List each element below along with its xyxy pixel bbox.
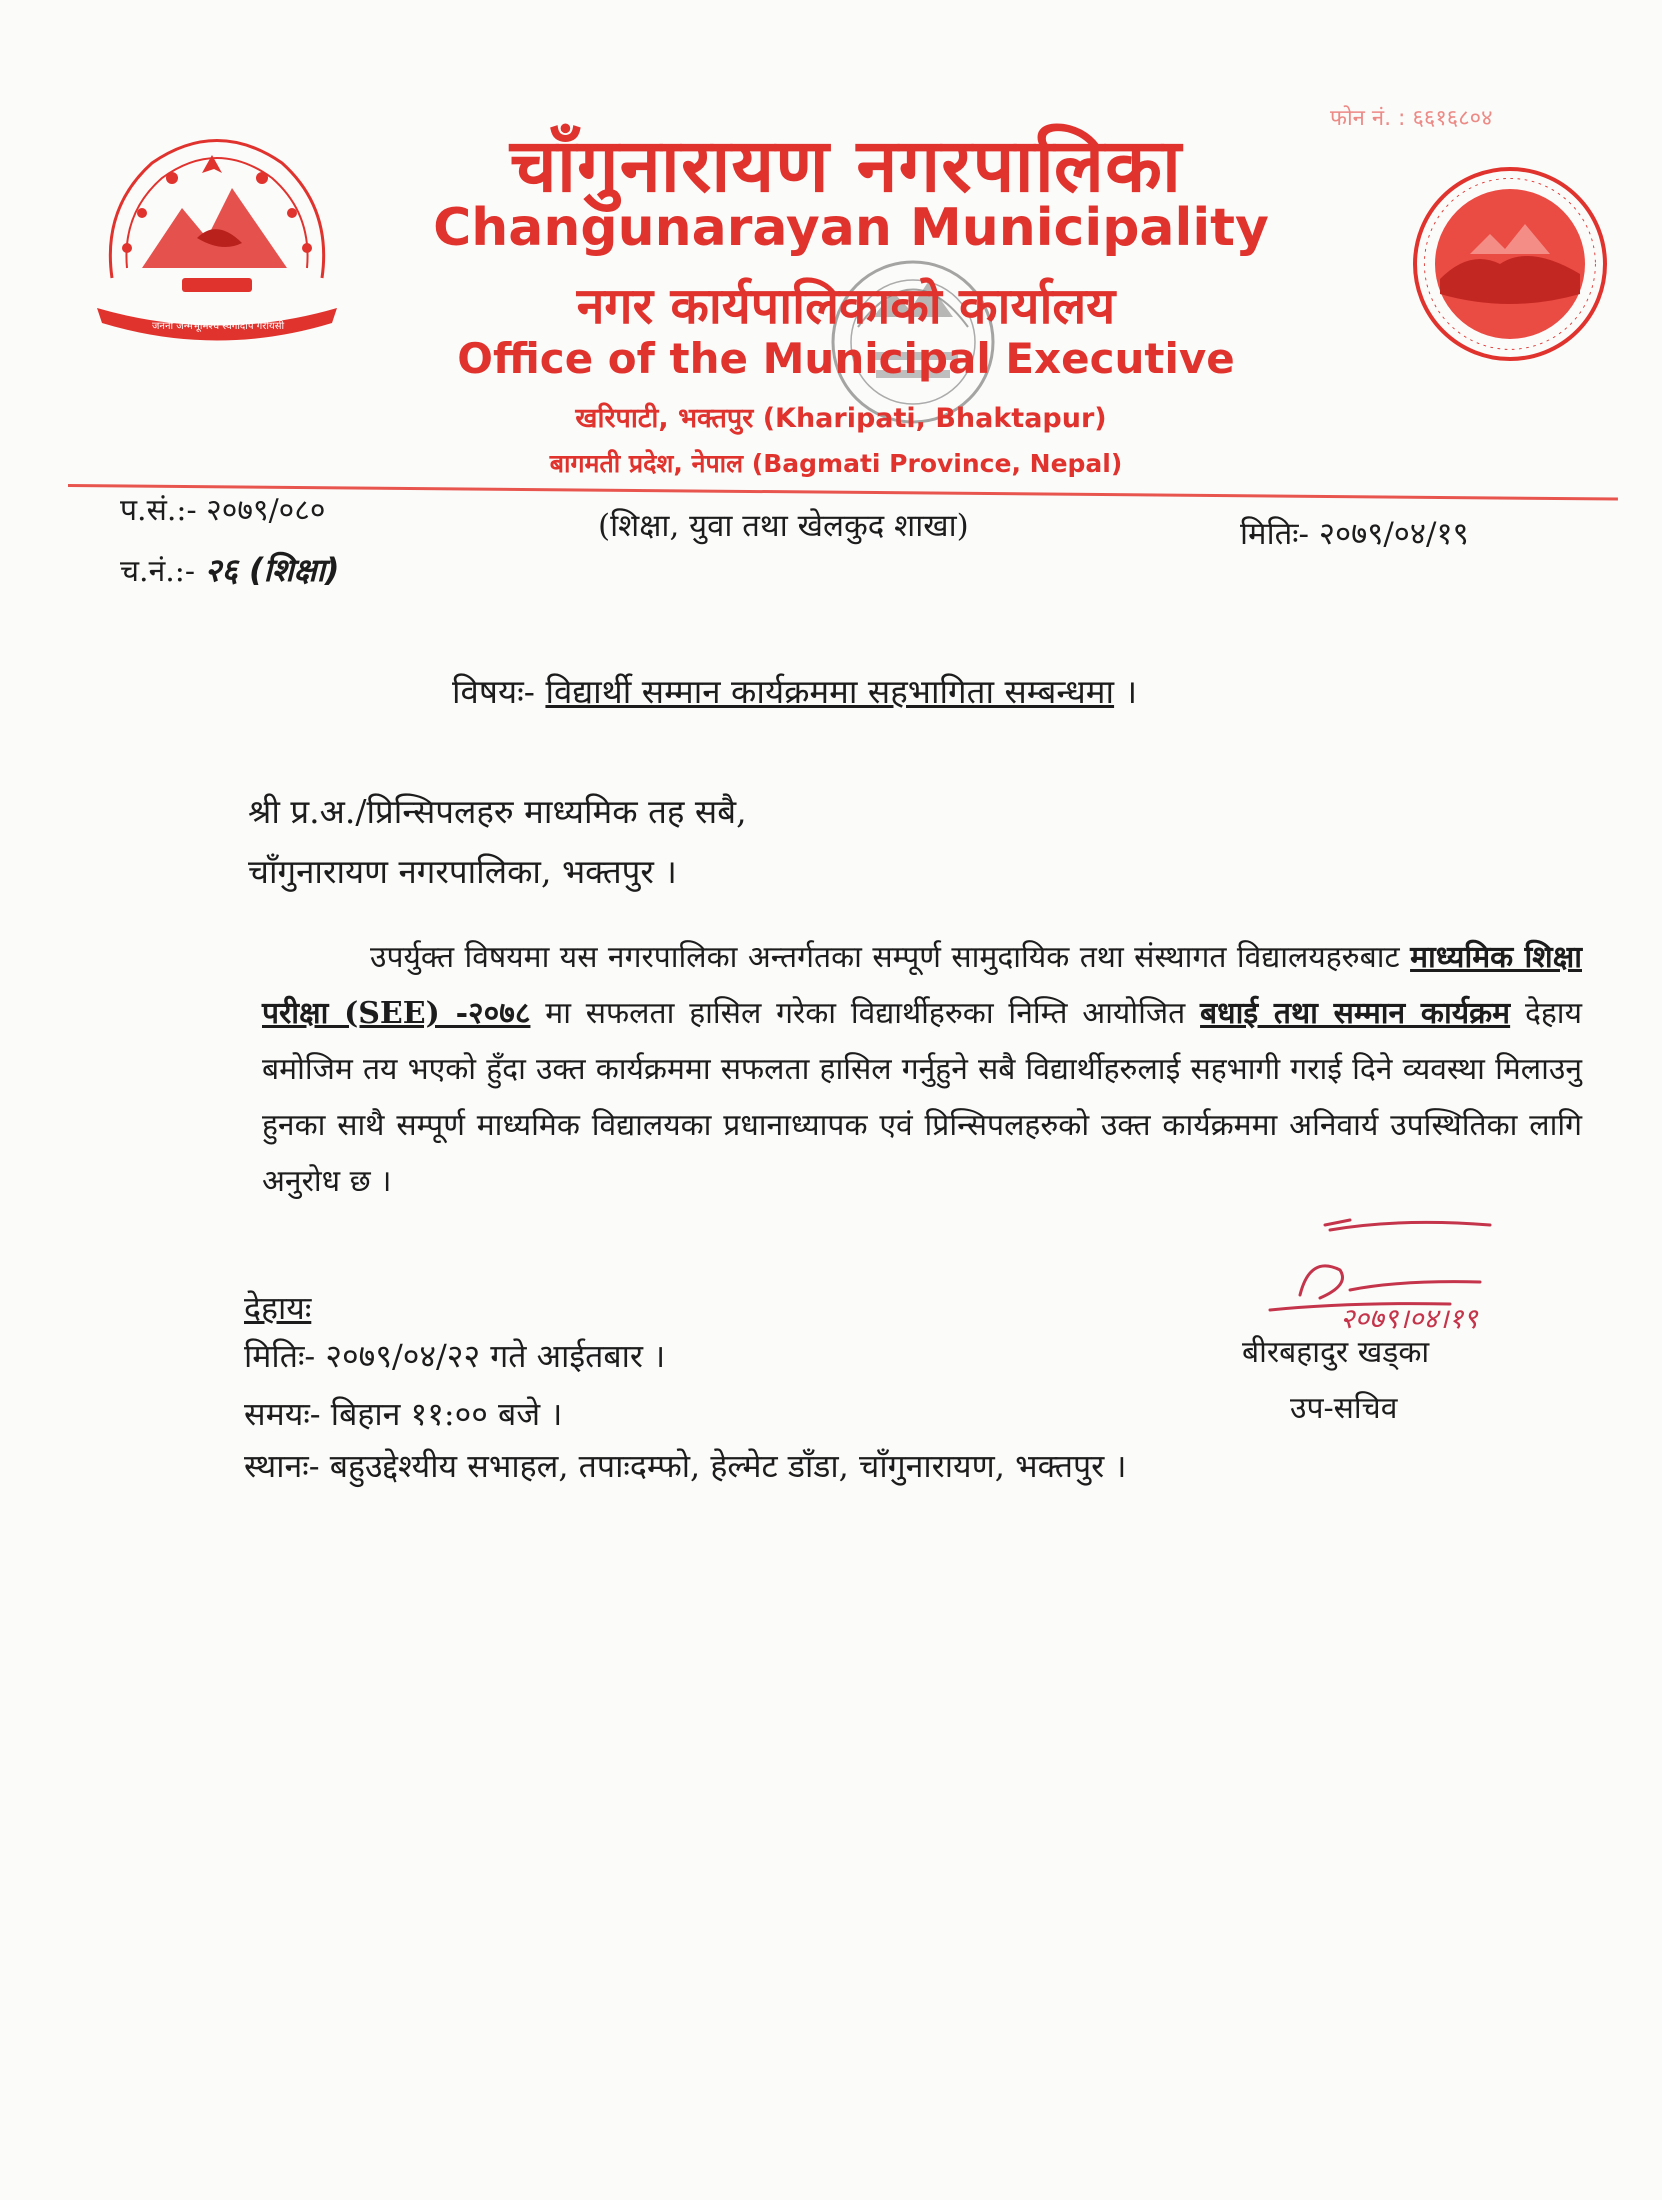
event-date: मितिः- २०७९/०४/२२ गते आईतबार । — [244, 1337, 666, 1375]
signature-date: २०७९।०४।१९ — [1340, 1302, 1478, 1335]
body-highlight-exam: माध्यमिक शिक्षा परीक्षा (SEE) -२०७८ — [262, 940, 1582, 1031]
phone-number: फोन नं. : ६६१६८०४ — [1330, 106, 1493, 131]
subject-label: विषयः- — [452, 672, 535, 711]
body-highlight-program: बधाई तथा सम्मान कार्यक्रम — [1200, 996, 1511, 1031]
signatory-name: बीरबहादुर खड्का — [1242, 1335, 1430, 1370]
body-part-2: मा सफलता हासिल गरेका विद्यार्थीहरुका निम्ति आयोजित — [545, 996, 1186, 1031]
dispatch-number — [120, 548, 340, 591]
address-line-2: बागमती प्रदेश, नेपाल (Bagmati Province, Nepal) — [549, 449, 1123, 478]
dispatch-label: च.नं.:- — [120, 554, 196, 589]
office-title-nepali: नगर कार्यपालिकाको कार्यालय — [576, 277, 1116, 335]
addressee-line-2: चाँगुनारायण नगरपालिका, भक्तपुर । — [248, 852, 677, 891]
handwritten-signature — [1200, 1200, 1560, 1340]
event-time: समयः- बिहान ११:०० बजे । — [244, 1395, 563, 1433]
subject-text: विद्यार्थी सम्मान कार्यक्रममा सहभागिता सम्बन्धमा — [545, 672, 1115, 711]
subject-end: । — [1124, 672, 1138, 711]
reference-number: प.सं.:- २०७९/०८० — [120, 493, 326, 528]
addressee-line-1: श्री प्र.अ./प्रिन्सिपलहरु माध्यमिक तह सबै, — [248, 792, 747, 831]
branch-name: (शिक्षा, युवा तथा खेलकुद शाखा) — [598, 508, 969, 544]
details-heading: देहायः — [244, 1289, 312, 1327]
address-line-1: खरिपाटी, भक्तपुर (Kharipati, Bhaktapur) — [575, 403, 1107, 434]
svg-text:जननी जन्मभूमिश्च स्वर्गादपि गर: जननी जन्मभूमिश्च स्वर्गादपि गरीयसी — [152, 321, 285, 332]
event-venue: स्थानः- बहुउद्देश्यीय सभाहल, तपाःदम्फो, हेल्मेट डाँडा, चाँगुनारायण, भक्तपुर । — [244, 1447, 1127, 1485]
dispatch-value: २६ (शिक्षा) — [204, 551, 340, 589]
municipality-title-nepali: चाँगुनारायण नगरपालिका — [509, 123, 1183, 209]
letter-body — [262, 930, 1582, 1210]
subject-line — [452, 668, 1137, 713]
letter-date: मितिः- २०७९/०४/१९ — [1240, 516, 1469, 552]
municipality-title-english: Changunarayan Municipality — [433, 198, 1269, 258]
body-part-1: उपर्युक्त विषयमा यस नगरपालिका अन्तर्गतका सम्पूर्ण सामुदायिक तथा संस्थागत विद्यालयहरुबाट — [370, 940, 1400, 975]
office-title-english: Office of the Municipal Executive — [457, 334, 1235, 383]
body-part-3: देहाय बमोजिम तय भएको हुँदा उक्त कार्यक्रममा सफलता हासिल गर्नुहुने सबै विद्यार्थीहरुलाई सहभागी गराई दिने व्यवस्था मिलाउनु हुनका साथै सम्पूर्ण माध्यमिक विद्यालयका प्रधानाध्यापक एवं प्रिन्सिपलहरुको उक्त कार्यक्रममा अनिवार्य उपस्थितिका लागि अनुरोध छ । — [262, 996, 1582, 1199]
signatory-title: उप-सचिव — [1290, 1391, 1398, 1426]
